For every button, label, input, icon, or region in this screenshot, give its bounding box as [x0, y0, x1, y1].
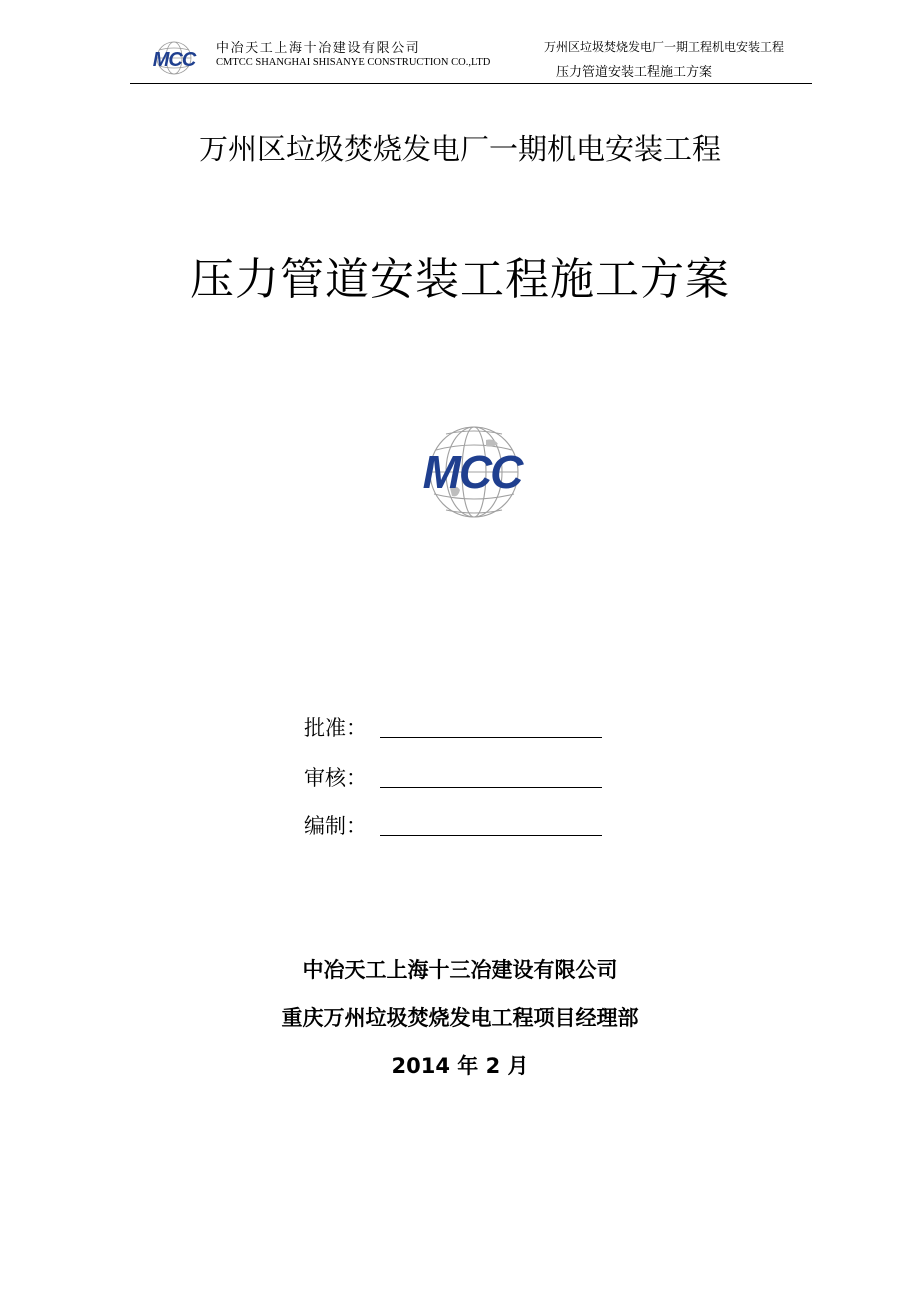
signature-review-row	[304, 762, 614, 792]
header-document-name: 压力管道安装工程施工方案	[556, 65, 713, 80]
footer-company: 中冶天工上海十三冶建设有限公司	[302, 958, 618, 982]
signature-compile-label: 编制：	[304, 814, 367, 838]
header-project-name: 万州区垃圾焚烧发电厂一期工程机电安装工程	[543, 40, 784, 54]
signature-review-label: 审核：	[304, 766, 367, 790]
footer-date: 2014 年 2 月	[391, 1054, 529, 1078]
mcc-center-logo	[398, 422, 546, 522]
signature-compile-line	[380, 835, 602, 836]
document-title: 压力管道安装工程施工方案	[190, 254, 730, 305]
signature-approve-label: 批准：	[304, 716, 367, 740]
header-company-en: CMTCC SHANGHAI SHISANYE CONSTRUCTION CO.,LTD	[216, 57, 491, 68]
signature-compile-row	[304, 810, 614, 840]
signature-review-line	[380, 787, 602, 788]
header-logo-text: MCC	[152, 49, 196, 71]
signature-approve-line	[380, 737, 602, 738]
center-logo-text: MCC	[422, 446, 522, 498]
header-rule	[130, 83, 812, 84]
footer-department: 重庆万州垃圾焚烧发电工程项目经理部	[281, 1006, 639, 1030]
project-title: 万州区垃圾焚烧发电厂一期机电安装工程	[198, 132, 721, 166]
mcc-header-logo	[142, 40, 206, 76]
signature-approve-row	[304, 712, 614, 742]
header-company-cn: 中冶天工上海十冶建设有限公司	[216, 41, 421, 56]
